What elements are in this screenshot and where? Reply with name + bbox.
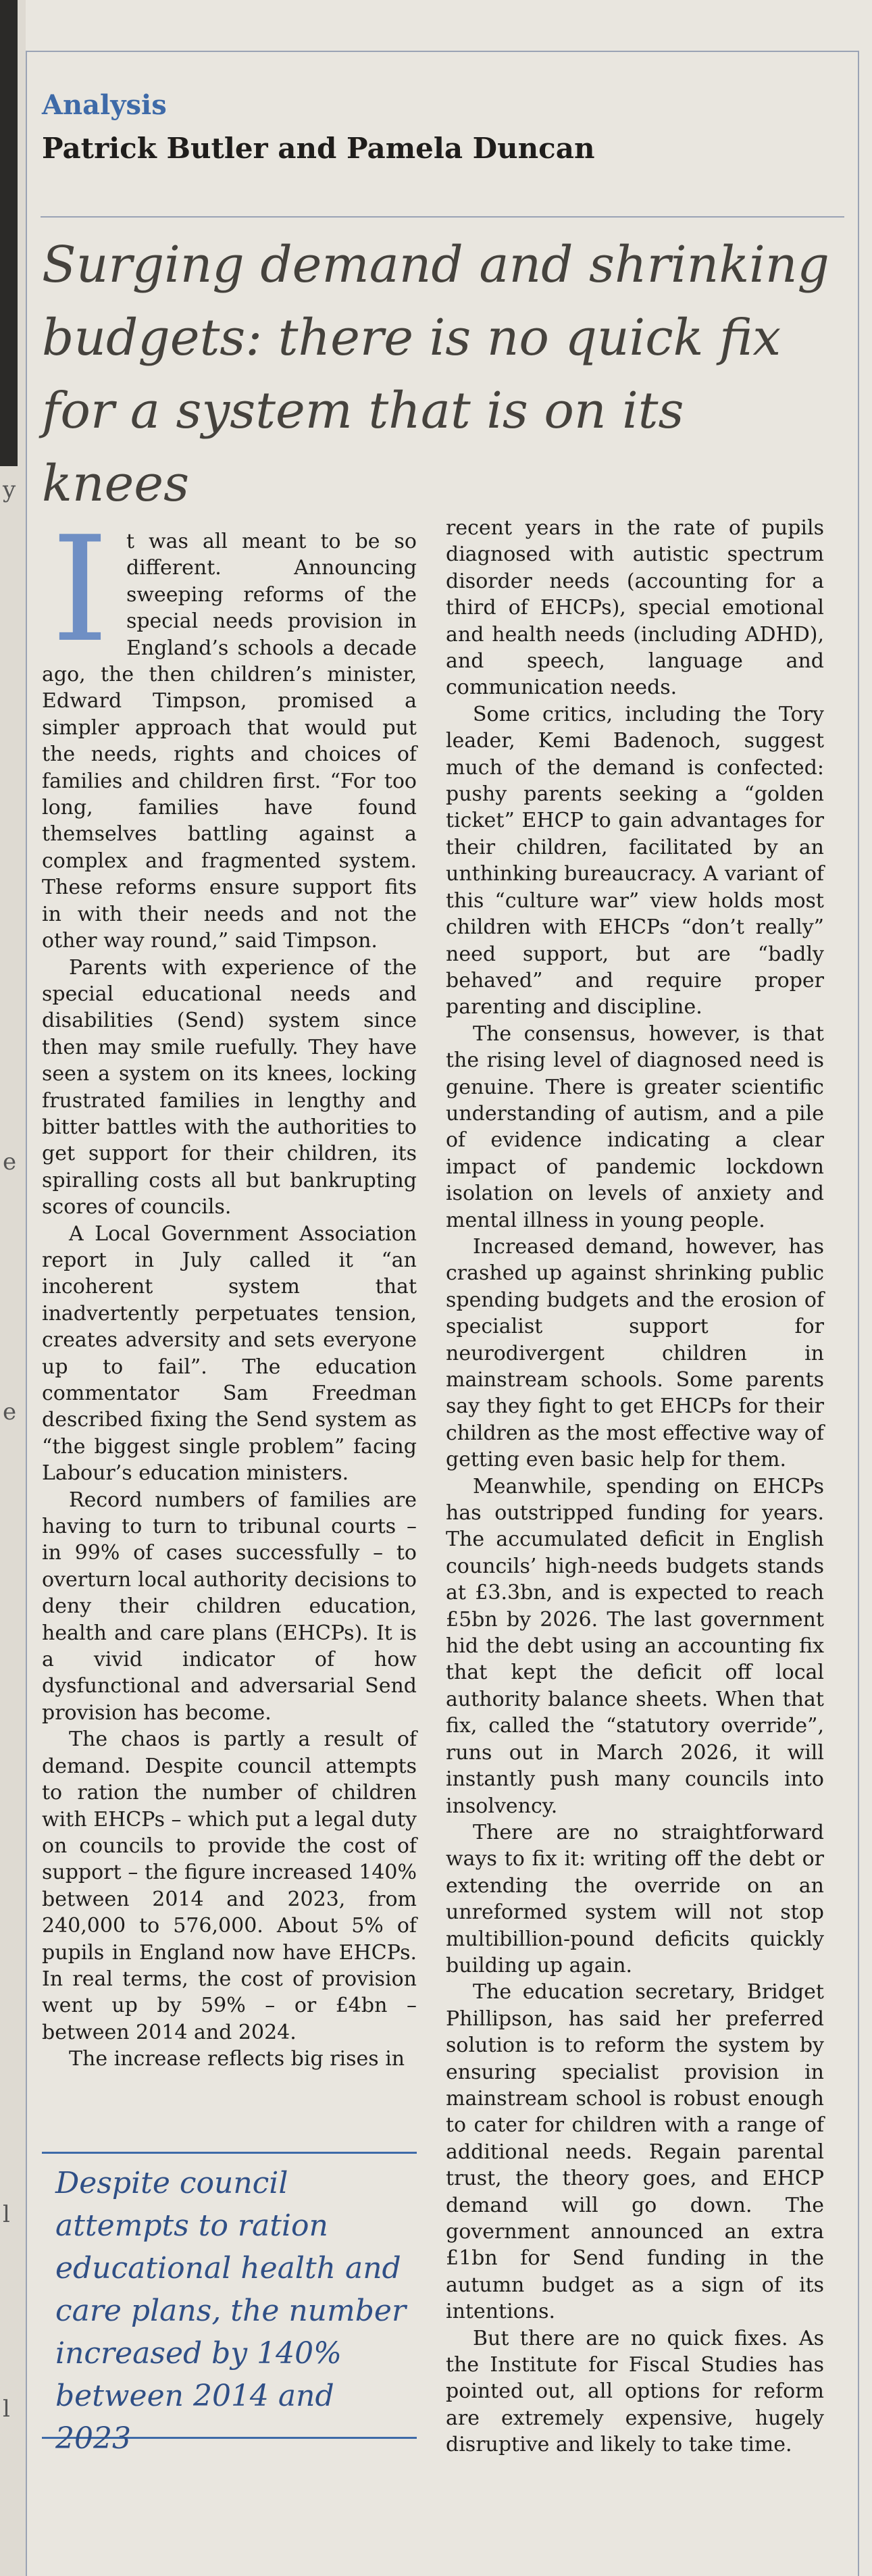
margin-letter: l — [3, 2201, 10, 2228]
previous-page-photo — [0, 0, 18, 466]
column-rule-right — [858, 51, 859, 2576]
article-column-2 — [446, 515, 824, 2458]
drop-cap: I — [51, 505, 109, 674]
margin-letter: l — [3, 2396, 10, 2423]
paragraph: recent years in the rate of pupils diagnosed with autistic spectrum disorder needs (accounting for a third of EHCPs), special emotional and health needs (including ADHD), and speech, language and communication needs. — [446, 516, 824, 700]
headline: Surging demand and shrinking budgets: there is no quick fix for a system that is on its knees — [42, 236, 829, 513]
paragraph: The chaos is partly a result of demand. Despite council attempts to ration the number of children with EHCPs – which put a legal duty on councils to provide the cost of support – the figure increased 140% between 2014 and 2023, from 240,000 to 576,000. About 5% of pupils in England now have EHCPs. In real terms, the cost of provision went up by 59% – or £4bn – between 2014 and 2024. — [42, 1727, 417, 2044]
paragraph: There are no straightforward ways to fix it: writing off the debt or extending the override on an unreformed system will not stop multibillion-pound deficits quickly building up again. — [446, 1820, 824, 1977]
paragraph-text: t was all meant to be so different. Announcing sweeping reforms of the special needs provision in England’s schools a decade ago, the then children’s minister, Edward Timpson, promised a simpler approach that would put the needs, rights and choices of families and children first. “For too long, families have found themselves battling against a complex and fragmented system. These reforms ensure support fits in with their needs and not the other way round,” said Timpson. — [42, 530, 417, 953]
paragraph: The education secretary, Bridget Phillipson, has said her preferred solution is to reform the system by ensuring specialist provision in mainstream school is robust enough to cater for children with a range of additional needs. Regain parental trust, the theory goes, and EHCP demand will go down. The government announced an extra £1bn for Send funding in the autumn budget as a sign of its intentions. — [446, 1980, 824, 2324]
paragraph: But there are no quick fixes. As the Institute for Fiscal Studies has pointed out, all options for reform are extremely expensive, hugely disruptive and likely to take time. — [446, 2326, 824, 2457]
section-kicker: Analysis — [42, 89, 167, 121]
top-rule — [26, 51, 859, 52]
paragraph: Increased demand, however, has crashed up against shrinking public spending budgets and the erosion of specialist support for neurodivergent children in mainstream schools. Some parents say they fight to get EHCPs for their children as the most effective way of getting even basic help for them. — [446, 1234, 824, 1472]
byline: Patrick Butler and Pamela Duncan — [42, 132, 595, 165]
margin-letter: e — [3, 1398, 17, 1425]
header-rule — [41, 216, 844, 218]
paragraph: Record numbers of families are having to turn to tribunal courts – in 99% of cases successfully – to overturn local authority decisions to deny their children education, health and care plans (EHCPs). It is a vivid indicator of how dysfunctional and adversarial Send provision has become. — [42, 1488, 417, 1725]
pull-quote: Despite council attempts to ration educational health and care plans, the number increased by 140% between 2014 and 2023 — [42, 2152, 417, 2439]
paragraph: A Local Government Association report in July called it “an incoherent system that inadvertently perpetuates tension, creates adversity and sets everyone up to fail”. The education commentator Sam Freedman described fixing the Send system as “the biggest single problem” facing Labour’s education ministers. — [42, 1221, 417, 1486]
paragraph: Meanwhile, spending on EHCPs has outstripped funding for years. The accumulated deficit in English councils’ high-needs budgets stands at £3.3bn, and is expected to reach £5bn by 2026. The last government hid the debt using an accounting fix that kept the deficit off local authority balance sheets. When that fix, called the “statutory override”, runs out in March 2026, it will instantly push many councils into insolvency. — [446, 1474, 824, 1818]
paragraph: Parents with experience of the special educational needs and disabilities (Send) system since then may smile ruefully. They have seen a system on its knees, locking frustrated families in lengthy and bitter battles with the authorities to get support for their children, its spiralling costs all but bankrupting scores of councils. — [42, 955, 417, 1219]
article-column-1 — [42, 505, 417, 2073]
margin-letter: e — [3, 1148, 17, 1176]
paragraph: Some critics, including the Tory leader, Kemi Badenoch, suggest much of the demand is confected: pushy parents seeking a “golden ticket” EHCP to gain advantages for their children, facilitated by an unthinking bureaucracy. A variant of this “culture war” view holds most children with EHCPs “don’t really” need support, but are “badly behaved” and require proper parenting and discipline. — [446, 702, 824, 1019]
paragraph — [42, 505, 417, 955]
column-rule-left — [26, 51, 27, 2576]
paragraph: The consensus, however, is that the rising level of diagnosed need is genuine. There is greater scientific understanding of autism, and a pile of evidence indicating a clear impact of pandemic lockdown isolation on levels of anxiety and mental illness in young people. — [446, 1021, 824, 1232]
margin-letter: y — [3, 476, 16, 503]
paragraph: The increase reflects big rises in — [69, 2047, 405, 2071]
